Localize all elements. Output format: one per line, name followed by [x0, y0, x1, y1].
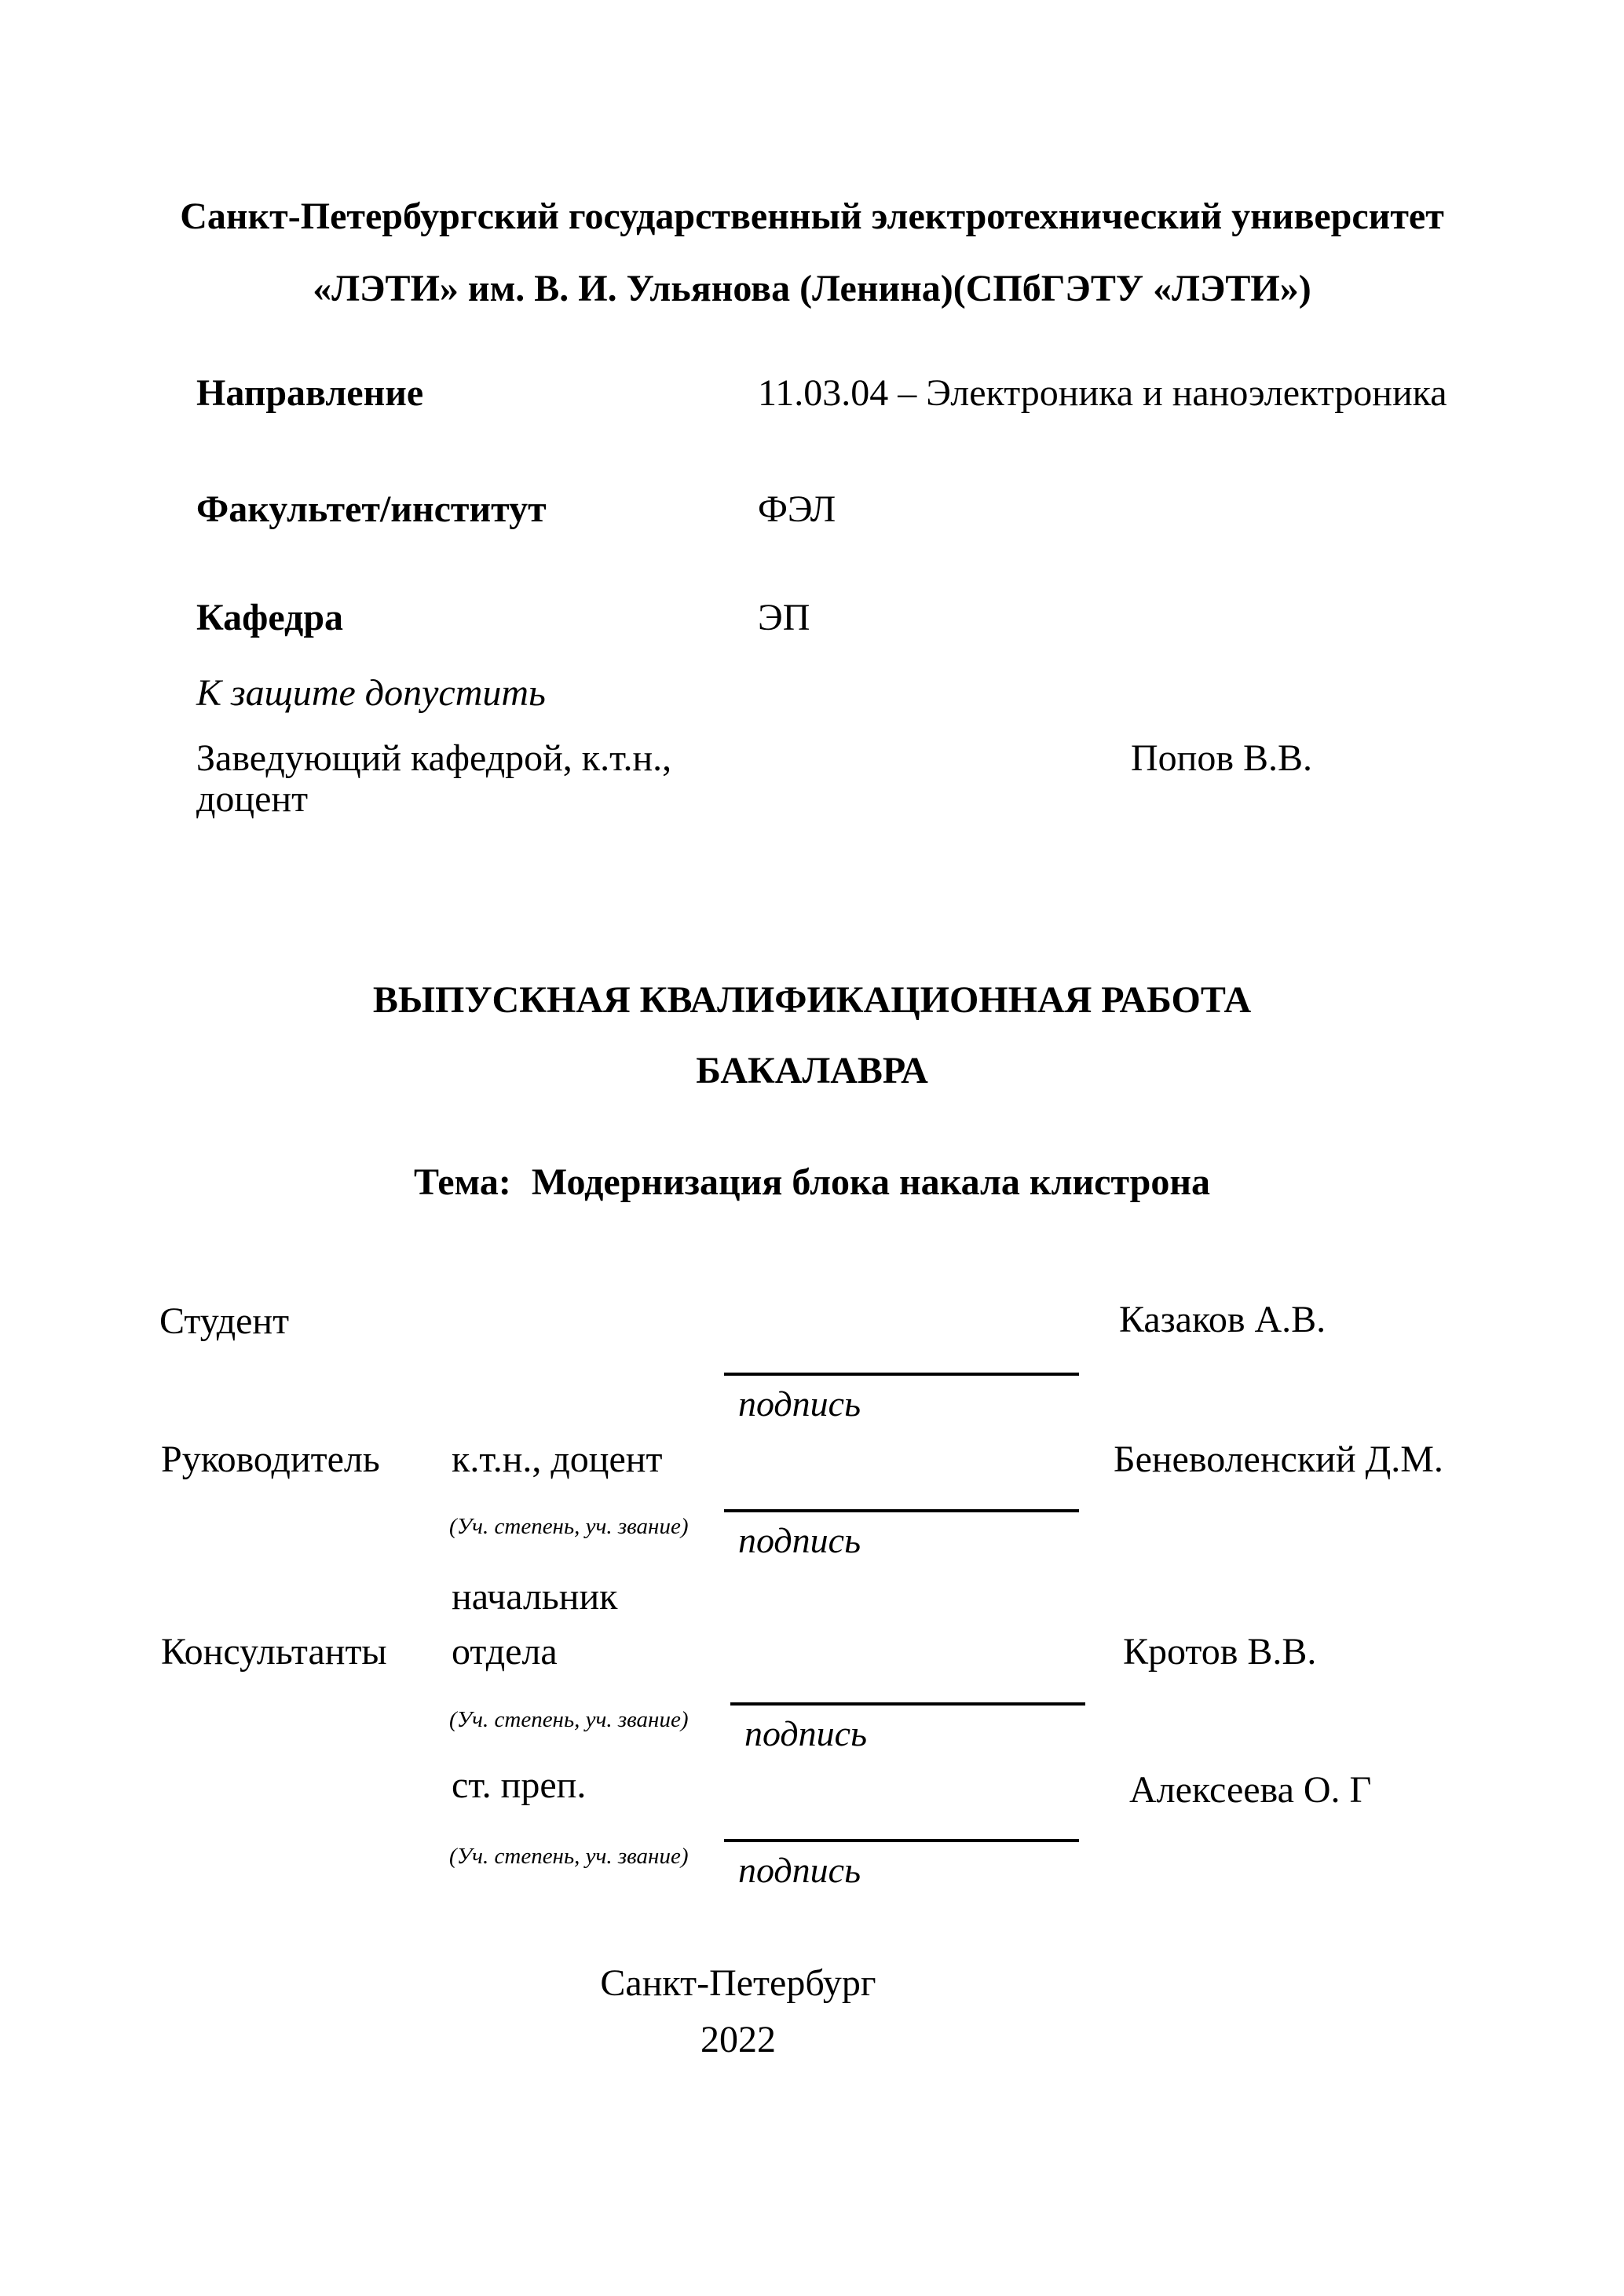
footer-city: Санкт-Петербург [600, 1962, 876, 2004]
field-label-direction: Направление [196, 372, 424, 414]
signature-degree-consultant2: ст. преп. [452, 1764, 587, 1806]
work-type-title-line2: БАКАЛАВРА [696, 1050, 928, 1091]
signature-role-consultants: Консультанты [161, 1631, 387, 1673]
theme-label: Тема: [414, 1161, 511, 1203]
signature-role-student: Студент [159, 1300, 290, 1342]
signature-line [730, 1702, 1085, 1706]
approver-position-line2: доцент [196, 778, 309, 820]
footer-year: 2022 [700, 2019, 776, 2060]
signature-line [724, 1509, 1079, 1512]
university-name-line2: «ЛЭТИ» им. В. И. Ульянова (Ленина)(СПбГЭТУ «ЛЭТИ») [313, 268, 1311, 309]
signature-name-student: Казаков А.В. [1119, 1299, 1326, 1340]
theme-line [0, 1161, 1624, 1204]
work-type-title-line1: ВЫПУСКНАЯ КВАЛИФИКАЦИОННАЯ РАБОТА [372, 979, 1252, 1021]
signature-caption: подпись [738, 1384, 861, 1424]
signature-caption: подпись [738, 1850, 861, 1890]
field-label-department: Кафедра [196, 597, 344, 638]
signature-name-supervisor: Беневоленский Д.М. [1114, 1439, 1443, 1480]
signature-line [724, 1373, 1079, 1376]
signature-caption: подпись [744, 1713, 868, 1753]
theme-value: Модернизация блока накала клистрона [531, 1161, 1210, 1203]
degree-caption: (Уч. степень, уч. звание) [449, 1514, 689, 1539]
degree-caption: (Уч. степень, уч. звание) [449, 1844, 689, 1869]
signature-name-consultant2: Алексеева О. Г [1129, 1769, 1372, 1811]
field-value-direction: 11.03.04 – Электроника и наноэлектроника [758, 372, 1447, 414]
approver-name: Попов В.В. [1131, 737, 1313, 779]
signature-role-supervisor: Руководитель [161, 1439, 380, 1480]
field-value-department: ЭП [758, 597, 810, 638]
signature-name-consultant1: Кротов В.В. [1123, 1631, 1317, 1673]
signature-degree-supervisor: к.т.н., доцент [452, 1439, 663, 1480]
signature-line [724, 1839, 1079, 1842]
admission-phrase: К защите допустить [196, 672, 546, 714]
university-name-line1: Санкт-Петербургский государственный электротехнический университет [180, 196, 1444, 237]
signature-caption: подпись [738, 1520, 861, 1560]
degree-caption: (Уч. степень, уч. звание) [449, 1707, 689, 1732]
signature-degree-consultant1-line2: отдела [452, 1631, 558, 1673]
field-value-faculty: ФЭЛ [758, 488, 836, 530]
field-label-faculty: Факультет/институт [196, 488, 547, 530]
approver-position-line1: Заведующий кафедрой, к.т.н., [196, 737, 672, 779]
signature-degree-consultant1-line1: начальник [452, 1576, 618, 1618]
